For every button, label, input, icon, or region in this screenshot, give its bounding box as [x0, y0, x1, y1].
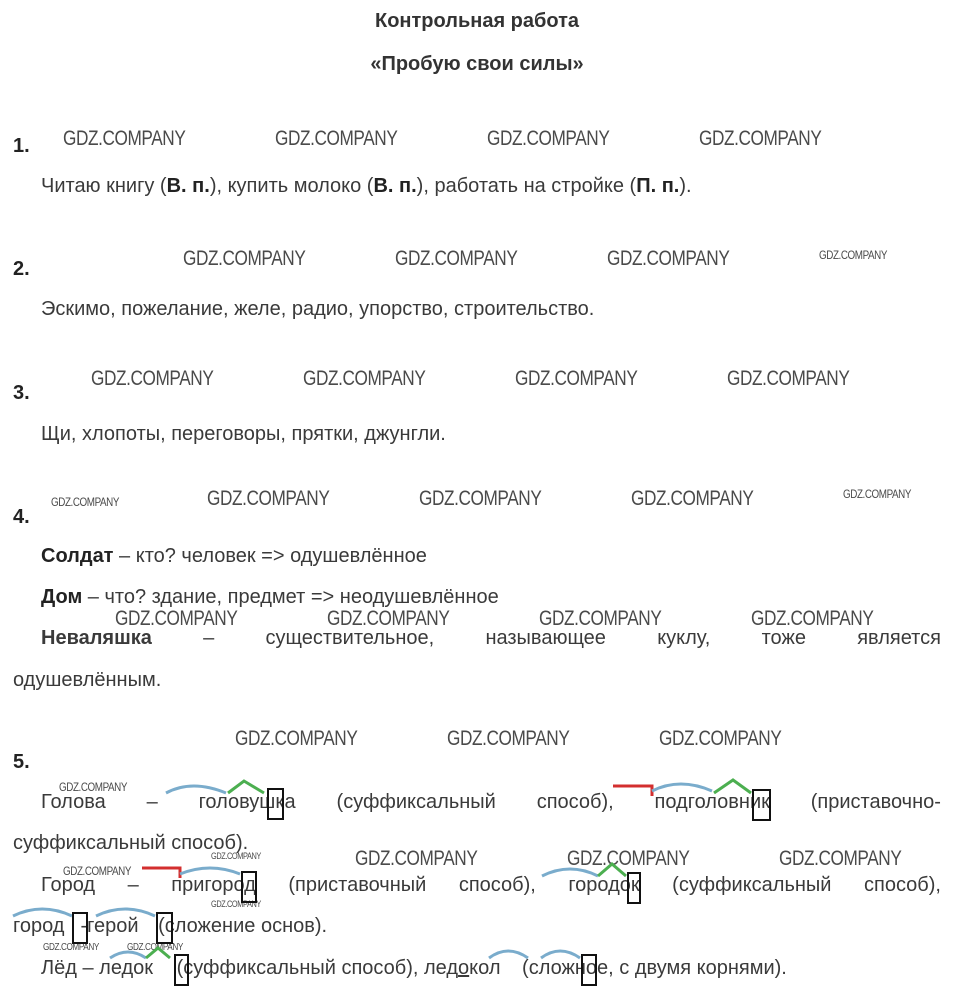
watermark: GDZ.COMPANY	[327, 607, 450, 630]
task-number: 2.	[13, 258, 30, 280]
task1-answer: Читаю книгу (В. п.), купить молоко (В. п.), работать на стройке (П. п.).	[41, 175, 692, 197]
watermark: GDZ.COMPANY	[235, 727, 358, 750]
task-number: 1.	[13, 135, 30, 157]
watermark: GDZ.COMPANY	[63, 864, 132, 878]
doc-subtitle: «Пробую свои силы»	[370, 53, 584, 75]
task-number: 4.	[13, 506, 30, 528]
watermark: GDZ.COMPANY	[275, 127, 398, 150]
watermark: GDZ.COMPANY	[419, 487, 542, 510]
task-number: 5.	[13, 751, 30, 773]
watermark: GDZ.COMPANY	[211, 851, 261, 861]
watermark: GDZ.COMPANY	[843, 487, 912, 501]
watermark: GDZ.COMPANY	[115, 607, 238, 630]
root-arc	[652, 784, 712, 791]
watermark: GDZ.COMPANY	[539, 607, 662, 630]
watermark: GDZ.COMPANY	[91, 367, 214, 390]
task5-line5: Лёд – ледок (суффиксальный способ), ледокол (сложное, с двумя корнями).	[41, 957, 787, 979]
watermark: GDZ.COMPANY	[355, 847, 478, 870]
watermark: GDZ.COMPANY	[51, 495, 120, 509]
task4-ending: одушевлённым.	[13, 669, 162, 691]
task5-line2: суффиксальный способ).	[13, 832, 249, 854]
task4-nevalyashka: Неваляшка – существительное, называющее куклу, тоже является	[41, 627, 941, 649]
watermark: GDZ.COMPANY	[819, 248, 888, 262]
doc-title: Контрольная работа	[375, 10, 579, 32]
watermark: GDZ.COMPANY	[779, 847, 902, 870]
task5-line4: город -герой (сложение основ).	[13, 915, 328, 937]
task5-line1: Голова – головушка (суффиксальный способ), подголовник (приставочно-	[41, 791, 941, 813]
watermark: GDZ.COMPANY	[699, 127, 822, 150]
watermark: GDZ.COMPANY	[567, 847, 690, 870]
task2-answer: Эскимо, пожелание, желе, радио, упорство, строительство.	[41, 298, 595, 320]
watermark: GDZ.COMPANY	[727, 367, 850, 390]
task4-house: Дом – что? здание, предмет => неодушевлённое	[41, 586, 499, 608]
watermark: GDZ.COMPANY	[43, 942, 99, 953]
watermark: GDZ.COMPANY	[659, 727, 782, 750]
watermark: GDZ.COMPANY	[183, 247, 306, 270]
task4-soldier: Солдат – кто? человек => одушевлённое	[41, 545, 427, 567]
watermark: GDZ.COMPANY	[751, 607, 874, 630]
task3-answer: Щи, хлопоты, переговоры, прятки, джунгли.	[41, 423, 446, 445]
watermark: GDZ.COMPANY	[487, 127, 610, 150]
task-number: 3.	[13, 382, 30, 404]
watermark: GDZ.COMPANY	[127, 942, 183, 953]
task5-line3: Город – пригород (приставочный способ), городок (суффиксальный способ),	[41, 874, 941, 896]
watermark: GDZ.COMPANY	[211, 899, 261, 909]
watermark: GDZ.COMPANY	[515, 367, 638, 390]
watermark: GDZ.COMPANY	[447, 727, 570, 750]
watermark: GDZ.COMPANY	[59, 780, 128, 794]
watermark: GDZ.COMPANY	[395, 247, 518, 270]
watermark: GDZ.COMPANY	[63, 127, 186, 150]
watermark: GDZ.COMPANY	[607, 247, 730, 270]
watermark: GDZ.COMPANY	[631, 487, 754, 510]
watermark: GDZ.COMPANY	[207, 487, 330, 510]
watermark: GDZ.COMPANY	[303, 367, 426, 390]
